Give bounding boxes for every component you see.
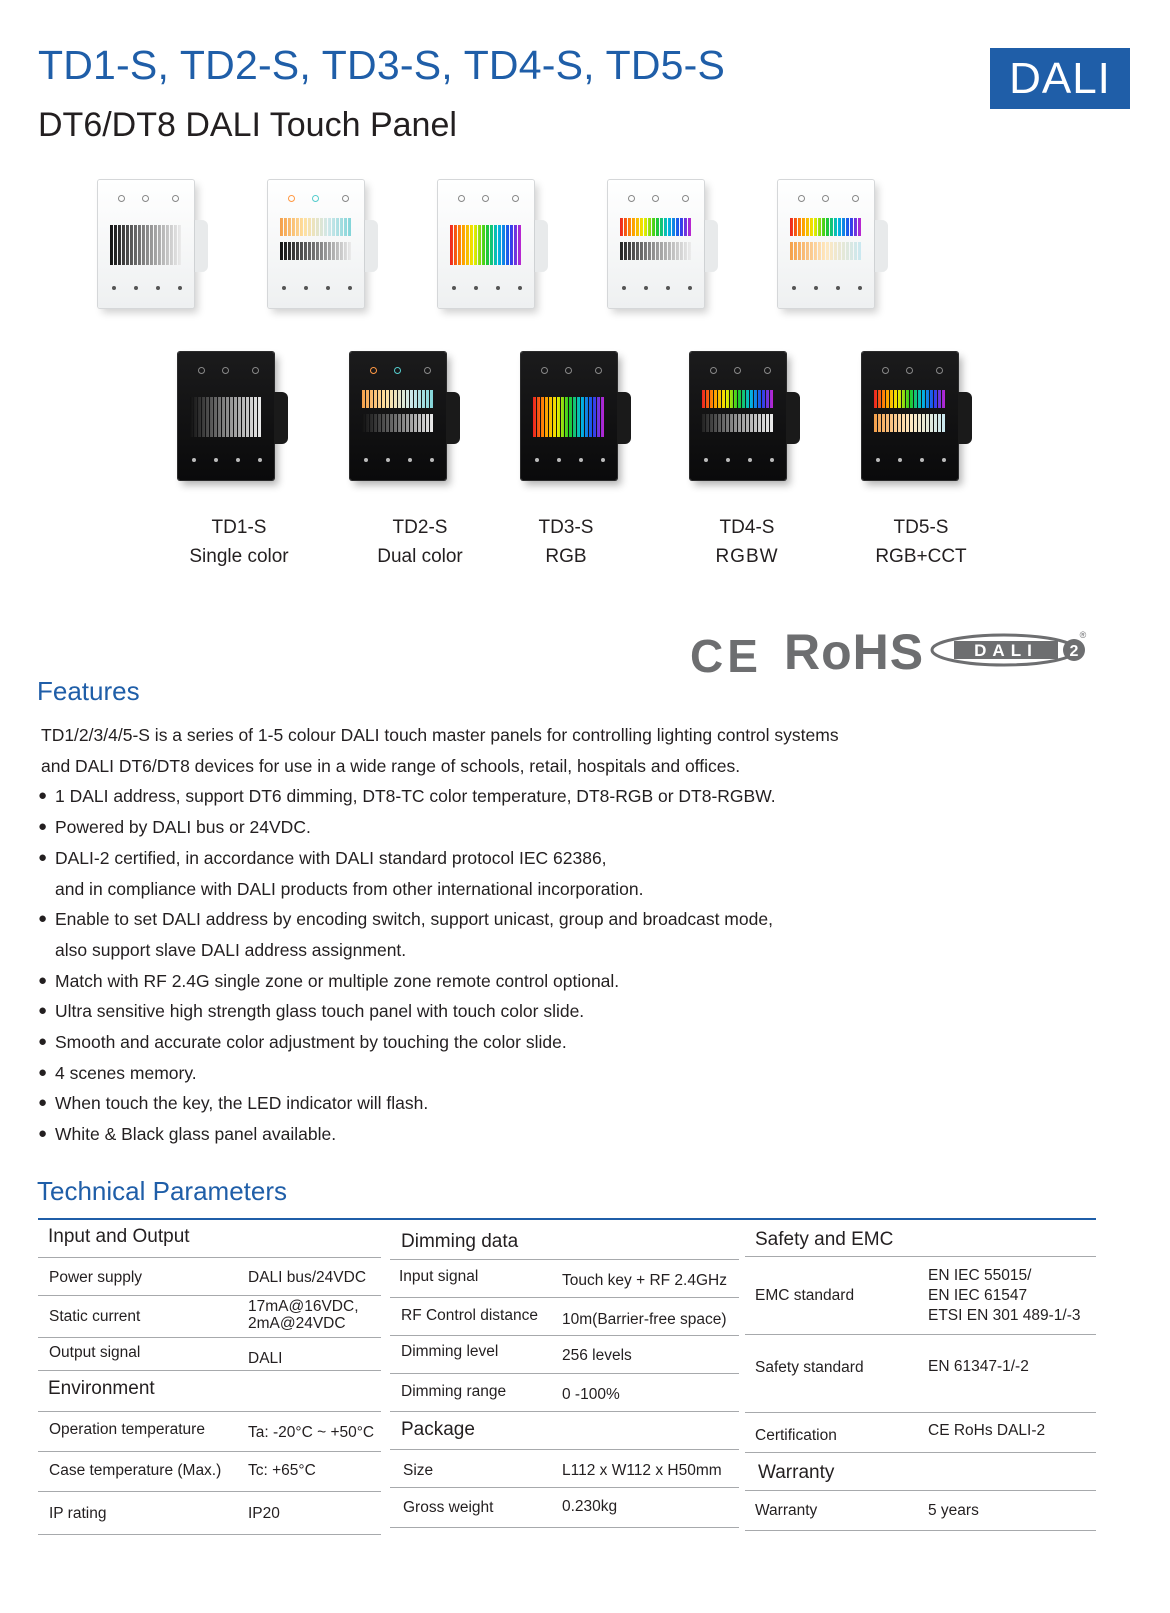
param-value: DALI bbox=[248, 1350, 283, 1367]
tech-column-safety bbox=[745, 1220, 1096, 1531]
page-title: TD1-S, TD2-S, TD3-S, TD4-S, TD5-S bbox=[38, 42, 726, 88]
product-label-td5 bbox=[841, 513, 1001, 571]
tech-column-io bbox=[38, 1220, 381, 1535]
param-value bbox=[928, 1266, 1081, 1326]
section-title: Environment bbox=[48, 1378, 155, 1399]
param-key: Safety standard bbox=[755, 1359, 864, 1376]
product-label-td1 bbox=[159, 513, 319, 571]
param-key: Operation temperature bbox=[49, 1421, 205, 1438]
table-row bbox=[38, 1412, 381, 1452]
feature-item: ● Enable to set DALI address by encoding switch, support unicast, group and broadcast mode, bbox=[38, 904, 938, 935]
dali-logo-text: DALI bbox=[974, 641, 1038, 660]
feature-item: ● Powered by DALI bus or 24VDC. bbox=[38, 812, 938, 843]
param-key: Dimming range bbox=[401, 1383, 507, 1400]
param-key: Size bbox=[403, 1462, 434, 1479]
table-row bbox=[38, 1338, 381, 1370]
section-title: Input and Output bbox=[48, 1226, 190, 1247]
param-value: CE RoHs DALI-2 bbox=[928, 1422, 1046, 1439]
param-value-line: 2mA@24VDC bbox=[248, 1315, 346, 1332]
param-key: Input signal bbox=[399, 1268, 479, 1285]
feature-item: ● DALI-2 certified, in accordance with DALI standard protocol IEC 62386, bbox=[38, 843, 938, 874]
feature-item: ● White & Black glass panel available. bbox=[38, 1119, 938, 1150]
features-heading: Features bbox=[37, 676, 140, 706]
black-touch-panel-image bbox=[690, 352, 786, 480]
param-value-line: EN IEC 55015/ bbox=[928, 1267, 1032, 1284]
param-key: Static current bbox=[49, 1308, 141, 1325]
page-subtitle: DT6/DT8 DALI Touch Panel bbox=[38, 106, 457, 144]
white-touch-panel-image bbox=[438, 180, 534, 308]
section-title: Safety and EMC bbox=[755, 1229, 894, 1250]
black-touch-panel-image bbox=[521, 352, 617, 480]
white-touch-panel-image bbox=[778, 180, 874, 308]
param-key: Output signal bbox=[49, 1344, 141, 1361]
product-model: TD4-S bbox=[719, 517, 775, 538]
table-row bbox=[390, 1374, 739, 1412]
product-label-td3 bbox=[486, 513, 646, 571]
param-value-line: ETSI EN 301 489-1/-3 bbox=[928, 1307, 1081, 1324]
param-value: IP20 bbox=[248, 1505, 280, 1522]
param-value-line: 17mA@16VDC, bbox=[248, 1298, 359, 1315]
param-value: 5 years bbox=[928, 1502, 979, 1519]
param-value bbox=[248, 1298, 359, 1332]
param-value: Ta: -20°C ~ +50°C bbox=[248, 1424, 375, 1441]
white-touch-panel-image bbox=[608, 180, 704, 308]
table-section-header bbox=[38, 1372, 381, 1412]
table-section-header bbox=[390, 1220, 739, 1260]
param-value: Tc: +65°C bbox=[248, 1462, 316, 1479]
registered-mark: ® bbox=[1079, 630, 1087, 640]
feature-item: ● 4 scenes memory. bbox=[38, 1058, 938, 1089]
rohs-logo: RoHS bbox=[784, 624, 925, 680]
table-row bbox=[38, 1452, 381, 1492]
feature-item: ● Ultra sensitive high strength glass touch panel with touch color slide. bbox=[38, 996, 938, 1027]
section-title: Warranty bbox=[758, 1462, 835, 1483]
feature-item-cont: also support slave DALI address assignment. bbox=[55, 939, 407, 960]
param-key: Gross weight bbox=[403, 1499, 494, 1516]
product-label-td4 bbox=[667, 513, 827, 571]
product-model: TD1-S bbox=[211, 517, 267, 538]
param-value-line: EN IEC 61547 bbox=[928, 1287, 1028, 1304]
white-touch-panel-image bbox=[268, 180, 364, 308]
param-value: Touch key + RF 2.4GHz bbox=[562, 1272, 727, 1289]
param-key: IP rating bbox=[49, 1505, 107, 1522]
product-desc: RGBW bbox=[715, 546, 779, 567]
product-desc: Dual color bbox=[377, 546, 463, 567]
features-intro-line: and DALI DT6/DT8 devices for use in a wide range of schools, retail, hospitals and offices. bbox=[41, 755, 741, 776]
black-touch-panel-image bbox=[862, 352, 958, 480]
param-value: 0.230kg bbox=[562, 1498, 618, 1515]
product-desc: RGB+CCT bbox=[875, 546, 967, 567]
feature-item: ● 1 DALI address, support DT6 dimming, DT8-TC color temperature, DT8-RGB or DT8-RGBW. bbox=[38, 781, 938, 812]
feature-item: ● Smooth and accurate color adjustment by touching the color slide. bbox=[38, 1027, 938, 1058]
table-row bbox=[38, 1492, 381, 1535]
features-intro-line: TD1/2/3/4/5-S is a series of 1-5 colour DALI touch master panels for controlling lighting control systems bbox=[41, 725, 839, 745]
param-value: 10m(Barrier-free space) bbox=[562, 1311, 727, 1328]
feature-item: ● Match with RF 2.4G single zone or multiple zone remote control optional. bbox=[38, 966, 938, 997]
product-model: TD2-S bbox=[392, 517, 448, 538]
table-section-header bbox=[745, 1220, 1096, 1257]
features-list bbox=[38, 720, 938, 1150]
table-row bbox=[38, 1258, 381, 1296]
table-row bbox=[390, 1336, 739, 1374]
table-row bbox=[745, 1257, 1096, 1335]
feature-item-cont: and in compliance with DALI products from other international incorporation. bbox=[55, 878, 644, 899]
table-row bbox=[390, 1450, 739, 1488]
product-model: TD5-S bbox=[893, 517, 949, 538]
table-section-header bbox=[38, 1220, 381, 1258]
param-key: Certification bbox=[755, 1427, 837, 1444]
table-row bbox=[745, 1335, 1096, 1413]
section-title: Package bbox=[401, 1419, 475, 1440]
table-row bbox=[745, 1491, 1096, 1531]
param-value: 256 levels bbox=[562, 1347, 632, 1364]
product-model: TD3-S bbox=[538, 517, 594, 538]
tech-heading: Technical Parameters bbox=[37, 1176, 287, 1206]
table-section-header bbox=[390, 1412, 739, 1450]
dali-2-logo bbox=[930, 630, 1090, 668]
dali-version-text: 2 bbox=[1069, 643, 1079, 660]
product-desc: Single color bbox=[189, 546, 289, 567]
table-row bbox=[745, 1413, 1096, 1453]
white-touch-panel-image bbox=[98, 180, 194, 308]
param-value: DALI bus/24VDC bbox=[248, 1269, 367, 1286]
table-row bbox=[38, 1296, 381, 1338]
table-row bbox=[390, 1488, 739, 1528]
param-key: Dimming level bbox=[401, 1343, 499, 1360]
ce-mark-logo: CE bbox=[690, 630, 762, 682]
param-value: 0 -100% bbox=[562, 1386, 620, 1403]
product-label-td2 bbox=[340, 513, 500, 571]
black-touch-panel-image bbox=[350, 352, 446, 480]
param-key: Case temperature (Max.) bbox=[49, 1462, 222, 1479]
table-row bbox=[390, 1260, 739, 1298]
feature-item: ● When touch the key, the LED indicator will flash. bbox=[38, 1088, 938, 1119]
black-touch-panel-image bbox=[178, 352, 274, 480]
product-desc: RGB bbox=[545, 546, 587, 567]
param-key: RF Control distance bbox=[401, 1307, 538, 1324]
param-value: EN 61347-1/-2 bbox=[928, 1358, 1029, 1375]
param-key: Warranty bbox=[755, 1502, 818, 1519]
table-section-header bbox=[745, 1453, 1096, 1491]
param-value: L112 x W112 x H50mm bbox=[562, 1462, 722, 1479]
tech-column-dimming bbox=[390, 1220, 739, 1528]
param-key: EMC standard bbox=[755, 1287, 855, 1304]
dali-brand-badge: DALI bbox=[990, 48, 1130, 109]
param-key: Power supply bbox=[49, 1269, 143, 1286]
table-row bbox=[390, 1298, 739, 1336]
section-title: Dimming data bbox=[401, 1231, 519, 1252]
